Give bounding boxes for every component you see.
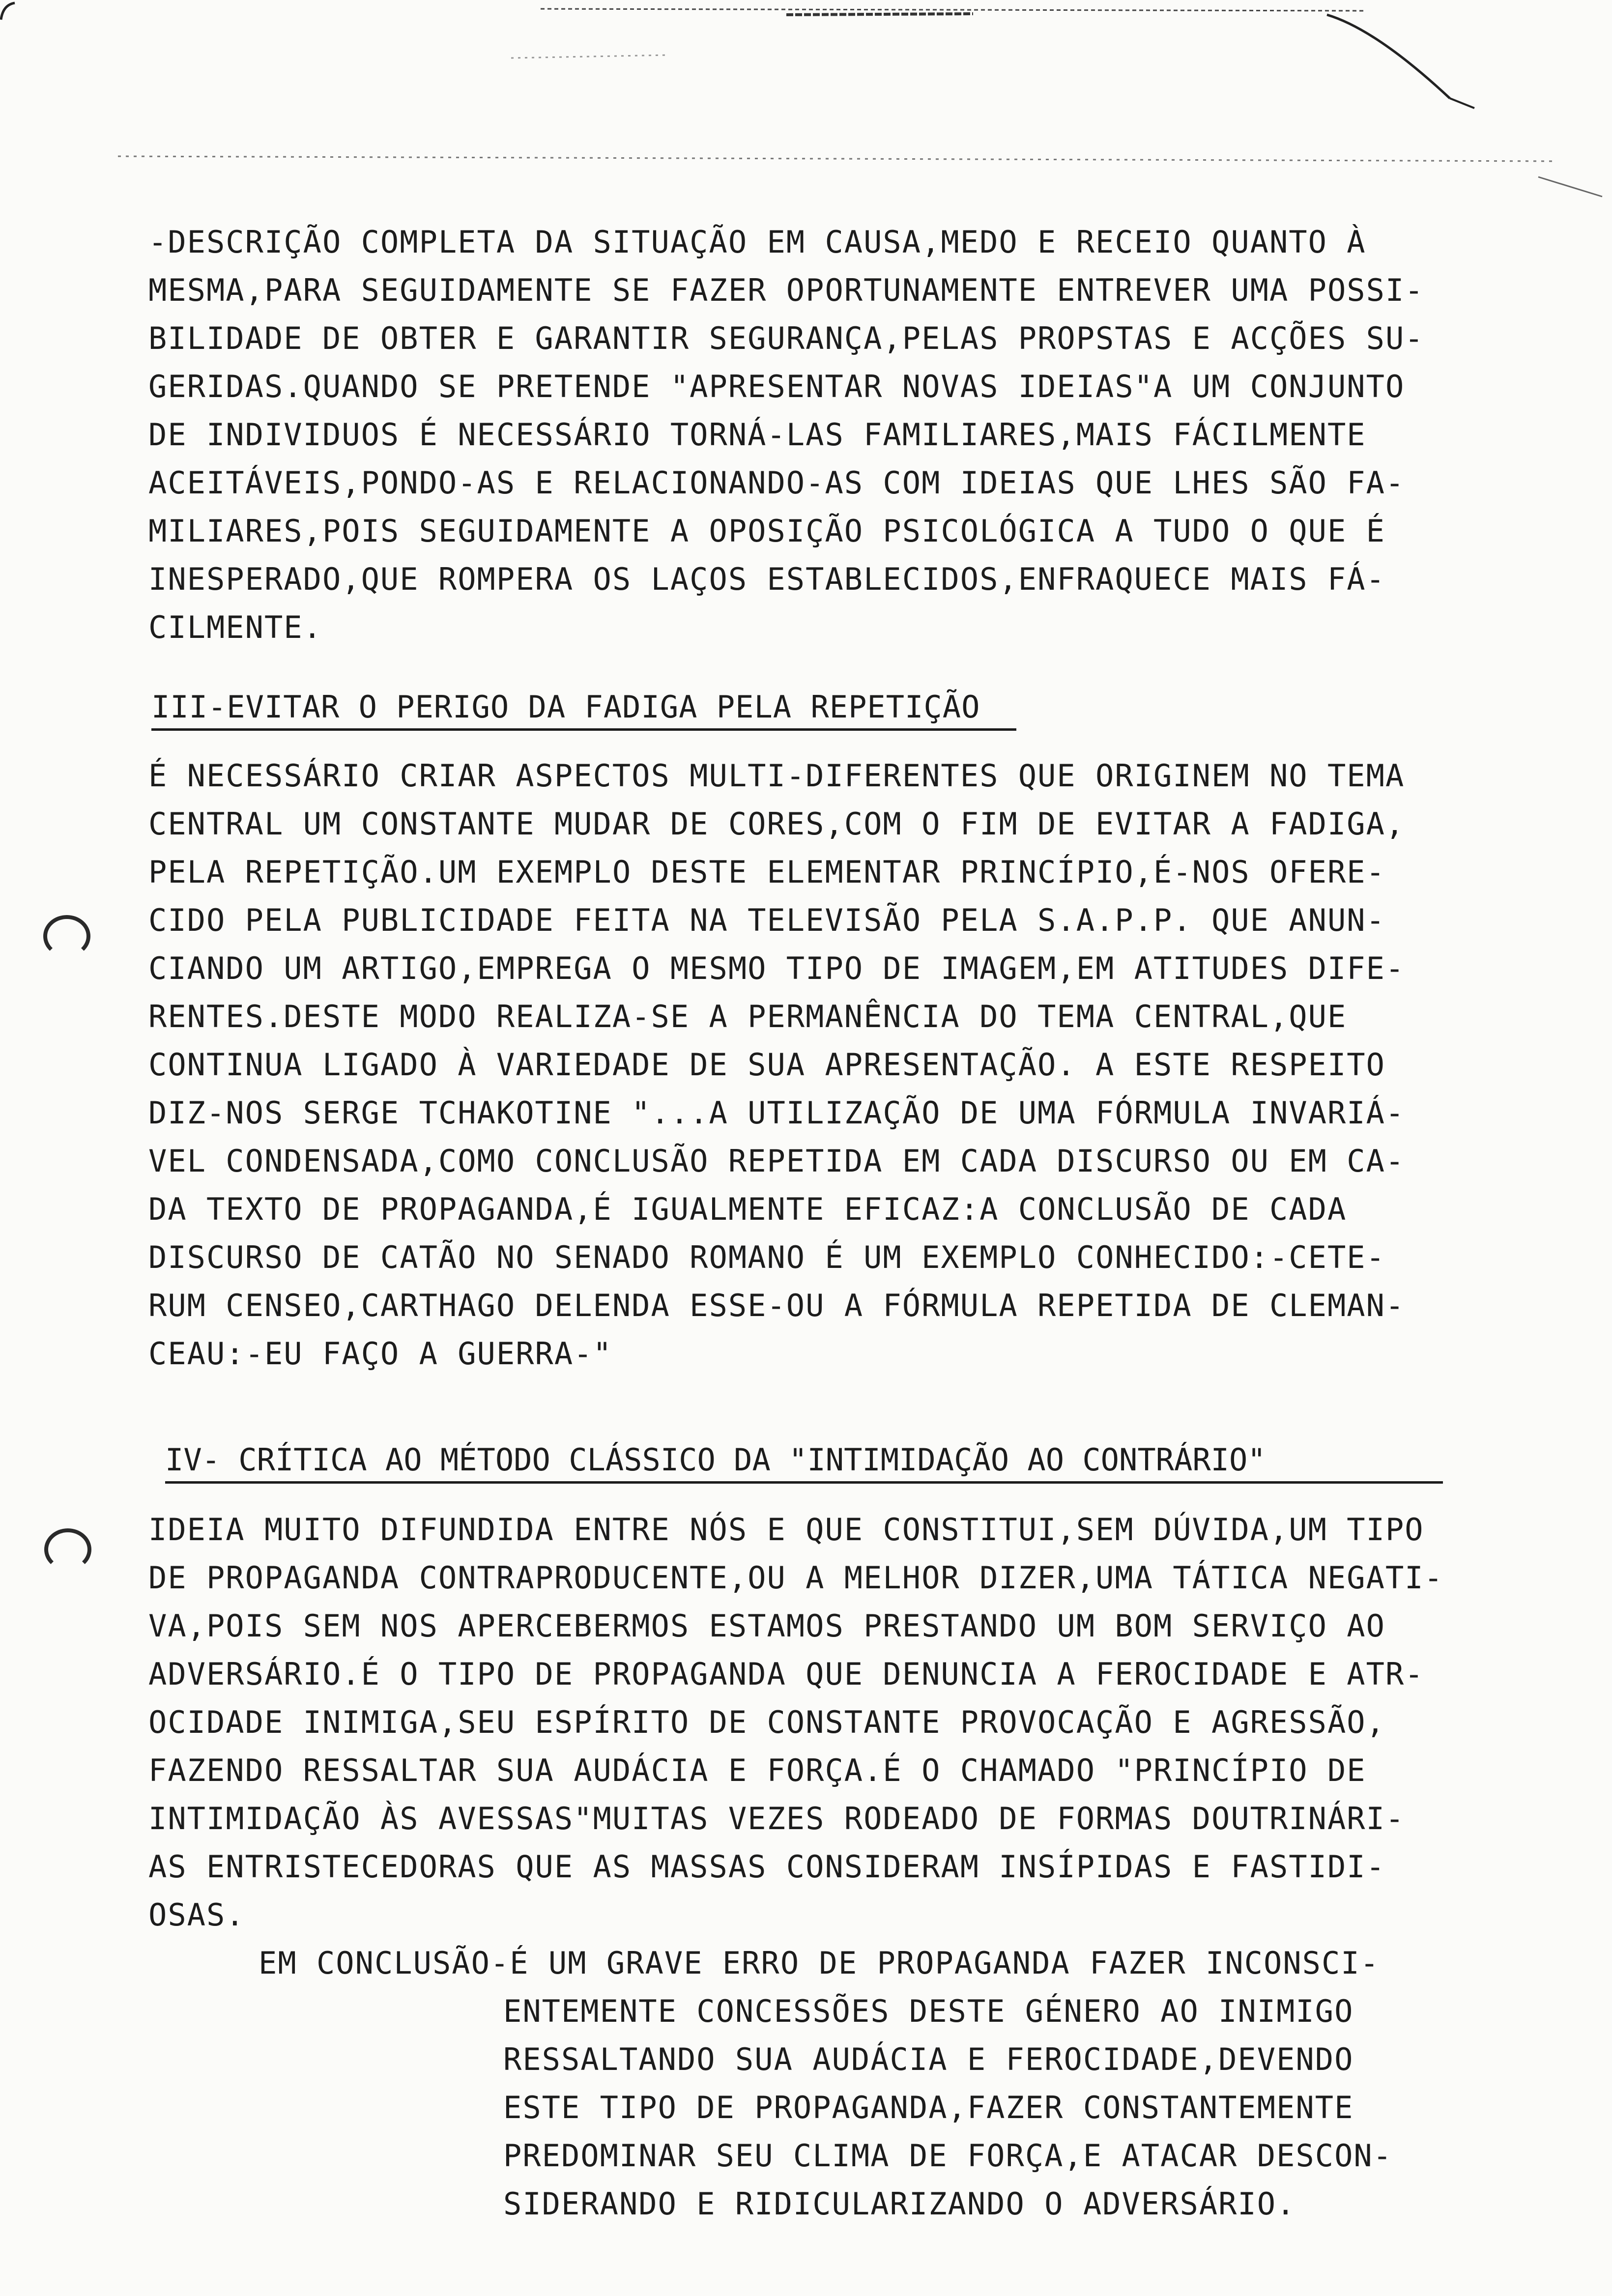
text-line: OCIDADE INIMIGA,SEU ESPÍRITO DE CONSTANTE PROVOCAÇÃO E AGRESSÃO,	[148, 1704, 1385, 1740]
text-line: MILIARES,POIS SEGUIDAMENTE A OPOSIÇÃO PSICOLÓGICA A TUDO O QUE É	[148, 513, 1385, 549]
section-3-underline	[151, 728, 1016, 731]
text-line: PREDOMINAR SEU CLIMA DE FORÇA,E ATACAR DESCON-	[503, 2138, 1393, 2174]
text-line: ADVERSÁRIO.É O TIPO DE PROPAGANDA QUE DENUNCIA A FEROCIDADE E ATR-	[148, 1656, 1424, 1692]
text-line: SIDERANDO E RIDICULARIZANDO O ADVERSÁRIO.	[503, 2186, 1296, 2222]
text-line: INESPERADO,QUE ROMPERA OS LAÇOS ESTABLECIDOS,ENFRAQUECE MAIS FÁ-	[148, 561, 1385, 597]
text-line: DISCURSO DE CATÃO NO SENADO ROMANO É UM EXEMPLO CONHECIDO:-CETE-	[148, 1239, 1385, 1275]
text-line: DE PROPAGANDA CONTRAPRODUCENTE,OU A MELHOR DIZER,UMA TÁTICA NEGATI-	[148, 1560, 1443, 1596]
text-line: CIANDO UM ARTIGO,EMPREGA O MESMO TIPO DE IMAGEM,EM ATITUDES DIFE-	[148, 950, 1405, 986]
text-line: VA,POIS SEM NOS APERCEBERMOS ESTAMOS PRESTANDO UM BOM SERVIÇO AO	[148, 1608, 1385, 1644]
text-line: RESSALTANDO SUA AUDÁCIA E FEROCIDADE,DEVENDO	[503, 2041, 1354, 2077]
text-line: CILMENTE.	[148, 609, 322, 645]
section-4-heading: IV- CRÍTICA AO MÉTODO CLÁSSICO DA "INTIMIDAÇÃO AO CONTRÁRIO"	[165, 1442, 1266, 1478]
text-line: OSAS.	[148, 1897, 245, 1933]
text-line: IDEIA MUITO DIFUNDIDA ENTRE NÓS E QUE CONSTITUI,SEM DÚVIDA,UM TIPO	[148, 1512, 1424, 1548]
scan-artifacts	[0, 0, 1612, 206]
text-line: ENTEMENTE CONCESSÕES DESTE GÉNERO AO INIMIGO	[503, 1993, 1354, 2029]
punch-hole-lower	[44, 1528, 91, 1571]
text-line: INTIMIDAÇÃO ÀS AVESSAS"MUITAS VEZES RODEADO DE FORMAS DOUTRINÁRI-	[148, 1801, 1405, 1837]
text-line: BILIDADE DE OBTER E GARANTIR SEGURANÇA,PELAS PROPSTAS E ACÇÕES SU-	[148, 320, 1424, 356]
text-line: CONTINUA LIGADO À VARIEDADE DE SUA APRESENTAÇÃO. A ESTE RESPEITO	[148, 1047, 1385, 1083]
text-line: CIDO PELA PUBLICIDADE FEITA NA TELEVISÃO PELA S.A.P.P. QUE ANUN-	[148, 902, 1385, 938]
conclusion-first-line: EM CONCLUSÃO-É UM GRAVE ERRO DE PROPAGANDA FAZER INCONSCI-	[259, 1945, 1380, 1981]
text-line: FAZENDO RESSALTAR SUA AUDÁCIA E FORÇA.É O CHAMADO "PRINCÍPIO DE	[148, 1752, 1366, 1788]
text-line: ESTE TIPO DE PROPAGANDA,FAZER CONSTANTEMENTE	[503, 2090, 1354, 2125]
text-line: ACEITÁVEIS,PONDO-AS E RELACIONANDO-AS COM IDEIAS QUE LHES SÃO FA-	[148, 465, 1405, 501]
text-line: RUM CENSEO,CARTHAGO DELENDA ESSE-OU A FÓRMULA REPETIDA DE CLEMAN-	[148, 1288, 1405, 1323]
punch-hole-upper	[43, 915, 90, 957]
text-line: DA TEXTO DE PROPAGANDA,É IGUALMENTE EFICAZ:A CONCLUSÃO DE CADA	[148, 1191, 1347, 1227]
text-line: DIZ-NOS SERGE TCHAKOTINE "...A UTILIZAÇÃO DE UMA FÓRMULA INVARIÁ-	[148, 1095, 1405, 1131]
text-line: É NECESSÁRIO CRIAR ASPECTOS MULTI-DIFERENTES QUE ORIGINEM NO TEMA	[148, 758, 1405, 794]
text-line: DE INDIVIDUOS É NECESSÁRIO TORNÁ-LAS FAMILIARES,MAIS FÁCILMENTE	[148, 417, 1366, 453]
text-line: VEL CONDENSADA,COMO CONCLUSÃO REPETIDA EM CADA DISCURSO OU EM CA-	[148, 1143, 1405, 1179]
text-line: CENTRAL UM CONSTANTE MUDAR DE CORES,COM O FIM DE EVITAR A FADIGA,	[148, 806, 1405, 842]
text-line: GERIDAS.QUANDO SE PRETENDE "APRESENTAR NOVAS IDEIAS"A UM CONJUNTO	[148, 369, 1405, 404]
text-line: PELA REPETIÇÃO.UM EXEMPLO DESTE ELEMENTAR PRINCÍPIO,É-NOS OFERE-	[148, 854, 1385, 890]
text-line: AS ENTRISTECEDORAS QUE AS MASSAS CONSIDERAM INSÍPIDAS E FASTIDI-	[148, 1849, 1385, 1885]
section-4-underline	[165, 1481, 1443, 1484]
text-line: -DESCRIÇÃO COMPLETA DA SITUAÇÃO EM CAUSA,MEDO E RECEIO QUANTO À	[148, 224, 1366, 260]
text-line: MESMA,PARA SEGUIDAMENTE SE FAZER OPORTUNAMENTE ENTREVER UMA POSSI-	[148, 272, 1424, 308]
section-3-heading: III-EVITAR O PERIGO DA FADIGA PELA REPETIÇÃO	[151, 689, 980, 725]
text-line: RENTES.DESTE MODO REALIZA-SE A PERMANÊNCIA DO TEMA CENTRAL,QUE	[148, 999, 1347, 1034]
text-line: CEAU:-EU FAÇO A GUERRA-"	[148, 1336, 612, 1372]
